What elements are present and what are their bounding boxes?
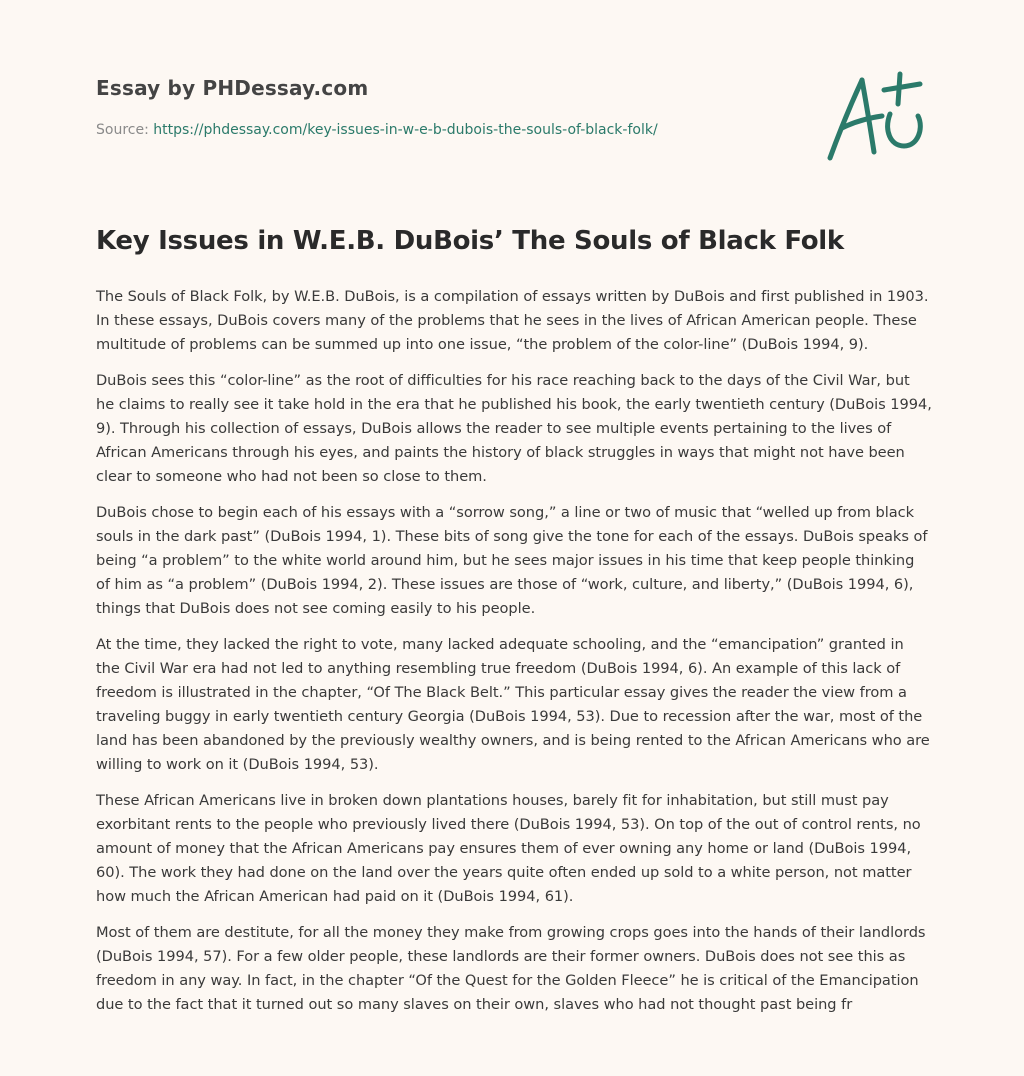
paragraph: These African Americans live in broken down plantations houses, barely fit for inhabitation, but still must pay exorbitant rents to the people who previously lived there (DuBois 1994, 53). On top of the out of control rents, no amount of money that the African Americans pay ensures them of ever owning any home or land (DuBois 1994, 60). The work they had done on the land over the years quite often ended up sold to a white person, not matter how much the African American had paid on it (DuBois 1994, 61).	[96, 792, 921, 905]
paragraph: At the time, they lacked the right to vote, many lacked adequate schooling, and the “emancipation” granted in the Civil War era had not led to anything resembling true freedom (DuBois 1994, 6). An example of this lack of freedom is illustrated in the chapter, “Of The Black Belt.” This particular essay gives the reader the view from a traveling buggy in early twentieth century Georgia (DuBois 1994, 53). Due to recession after the war, most of the land has been abandoned by the previously wealthy owners, and is being rented to the African Americans who are willing to work on it (DuBois 1994, 53).	[96, 636, 930, 773]
header	[96, 76, 796, 138]
a-plus-logo	[820, 66, 928, 166]
source-link[interactable]: https://phdessay.com/key-issues-in-w-e-b-dubois-the-souls-of-black-folk/	[153, 122, 658, 138]
paragraph: The Souls of Black Folk, by W.E.B. DuBois, is a compilation of essays written by DuBois and first published in 1903. In these essays, DuBois covers many of the problems that he sees in the lives of African American people. These multitude of problems can be summed up into one issue, “the problem of the color-line” (DuBois 1994, 9).	[96, 288, 929, 353]
article-body	[96, 285, 932, 1029]
paragraph: Most of them are destitute, for all the money they make from growing crops goes into the hands of their landlords (DuBois 1994, 57). For a few older people, these landlords are their former owners. DuBois does not see this as freedom in any way. In fact, in the chapter “Of the Quest for the Golden Fleece” he is critical of the Emancipation due to the fact that it turned out so many slaves on their own, slaves who had not thought past being fr	[96, 924, 926, 1013]
source-line	[96, 122, 796, 138]
paragraph: DuBois sees this “color-line” as the root of difficulties for his race reaching back to the days of the Civil War, but he claims to really see it take hold in the era that he published his book, the early twentieth century (DuBois 1994, 9). Through his collection of essays, DuBois allows the reader to see multiple events pertaining to the lives of African Americans through his eyes, and paints the history of black struggles in ways that might not have been clear to someone who had not been so close to them.	[96, 372, 932, 485]
paragraph: DuBois chose to begin each of his essays with a “sorrow song,” a line or two of music that “welled up from black souls in the dark past” (DuBois 1994, 1). These bits of song give the tone for each of the essays. DuBois speaks of being “a problem” to the white world around him, but he sees major issues in his time that keep people thinking of him as “a problem” (DuBois 1994, 2). These issues are those of “work, culture, and liberty,” (DuBois 1994, 6), things that DuBois does not see coming easily to his people.	[96, 504, 928, 617]
site-title: Essay by PHDessay.com	[96, 76, 369, 100]
article-title: Key Issues in W.E.B. DuBois’ The Souls of Black Folk	[96, 226, 844, 256]
a-plus-icon	[820, 66, 928, 166]
source-label: Source:	[96, 122, 154, 138]
